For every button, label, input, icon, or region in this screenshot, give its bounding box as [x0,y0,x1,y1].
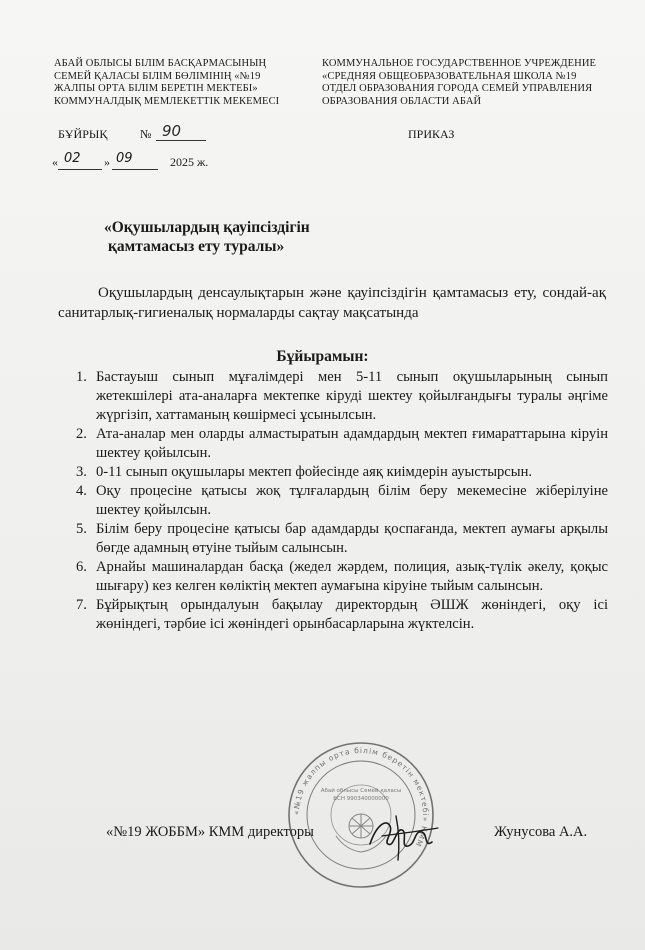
document-title [104,218,310,256]
date-month-handwritten: 09 [116,151,133,166]
date-day-handwritten: 02 [64,151,81,166]
order-item-text: Бұйрықтың орындалуын бақылау директордың ӘШЖ жөніндегі, оқу ісі жөніндегі, тәрбие ісі жөніндегі орынбасарларына жүктелсін. [96,597,608,632]
stamp-inner-text: Абай облысы Семей қаласы [320,788,402,794]
header-right-line: КОММУНАЛЬНОЕ ГОСУДАРСТВЕННОЕ УЧРЕЖДЕНИЕ [322,58,597,69]
decree-heading: Бұйырамын: [276,348,369,365]
order-number-handwritten: 90 [162,122,182,140]
header-left-line: СЕМЕЙ ҚАЛАСЫ БІЛІМ БӨЛІМІНІҢ «№19 [54,70,261,82]
order-item-text: 0-11 сынып оқушылары мектеп фойесінде аяқ киімдерін ауыстырсын. [96,464,533,480]
date-month-underline [112,169,158,170]
order-item-text: Ата-аналар мен оларды алмастыратын адамдардың мектеп ғимараттарына кіруін шектеу қойылсын. [96,426,608,461]
order-number-underline [156,140,206,141]
order-item [76,520,608,558]
header-right-line: «СРЕДНЯЯ ОБЩЕОБРАЗОВАТЕЛЬНАЯ ШКОЛА №19 [322,70,577,82]
order-item-text: Оқу процесіне қатысы жоқ тұлғалардың білім беру мекемесіне жіберілуіне шектеу қойылсын. [96,483,608,518]
date-day-underline [58,169,102,170]
order-item-number: 1. [76,369,87,385]
order-item [76,368,608,425]
header-right-line: ОТДЕЛ ОБРАЗОВАНИЯ ГОРОДА СЕМЕЙ УПРАВЛЕНИЯ [322,83,593,95]
order-item-number: 6. [76,559,87,575]
order-item-number: 4. [76,483,87,499]
order-item-text: Арнайы машиналардан басқа (жедел жәрдем, полиция, азық-түлік әкелу, қоқыс шығару) кез келген көліктің мектеп аумағына кіруіне тыйым салынсын. [96,559,608,594]
signature-position: «№19 ЖОББМ» КММ директоры [106,824,314,840]
header-left-line: ЖАЛПЫ ОРТА БІЛІМ БЕРЕТІН МЕКТЕБІ» [54,83,258,95]
date-quote-open: « [52,155,58,169]
date-year: 2025 ж. [170,155,209,169]
signature-name: Жунусова А.А. [494,824,588,840]
header-left-line: КОММУНАЛДЫҚ МЕМЛЕКЕТТІК МЕКЕМЕСІ [54,95,280,107]
order-label-russian: ПРИКАЗ [408,127,455,141]
order-item-number: 3. [76,464,87,480]
order-item-text: Бастауыш сынып мұғалімдері мен 5-11 сынып оқушыларының сынып жетекшілері ата-аналарға мектепке кіруді шектеу қойылғандығы туралы әңгіме жүргізіп, хаттаманың көшірмесі ұсынылсын. [96,369,608,423]
order-item [76,463,608,482]
order-item [76,425,608,463]
header-right-line: ОБРАЗОВАНИЯ ОБЛАСТИ АБАЙ [322,95,482,107]
order-item [76,558,608,596]
preamble-paragraph: Оқушылардың денсаулықтарын және қауіпсіздігін қамтамасыз ету, сондай-ақ санитарлық-гигиеналық нормаларды сақтау мақсатында [58,285,606,321]
director-signature-icon [362,808,442,868]
order-date [52,151,252,175]
order-item-text: Білім беру процесіне қатысы бар адамдарды қоспағанда, мектеп аумағы арқылы бөгде адамның өтуіне тыйым салынсын. [96,521,608,556]
header-left-line: АБАЙ ОБЛЫСЫ БІЛІМ БАСҚАРМАСЫНЫҢ [54,58,267,69]
date-quote-close: » [104,155,110,169]
stamp-outer-text: «№19 жалпы орта білім беретін мектебі» КММ [291,745,431,849]
order-number-label: № [140,127,152,141]
order-item [76,482,608,520]
order-label-kazakh: БҰЙРЫҚ [58,127,108,141]
header-left-kazakh [54,58,304,108]
order-item-number: 2. [76,426,87,442]
title-line: «Оқушылардың қауіпсіздігін [104,219,310,236]
order-item-number: 7. [76,597,87,613]
order-item [76,596,608,634]
header-right-russian [322,58,622,108]
order-item-number: 5. [76,521,87,537]
title-line: қамтамасыз ету туралы» [108,238,285,255]
order-items-list [76,368,608,634]
stamp-bin-text: БСН 990340000000 [333,796,389,802]
